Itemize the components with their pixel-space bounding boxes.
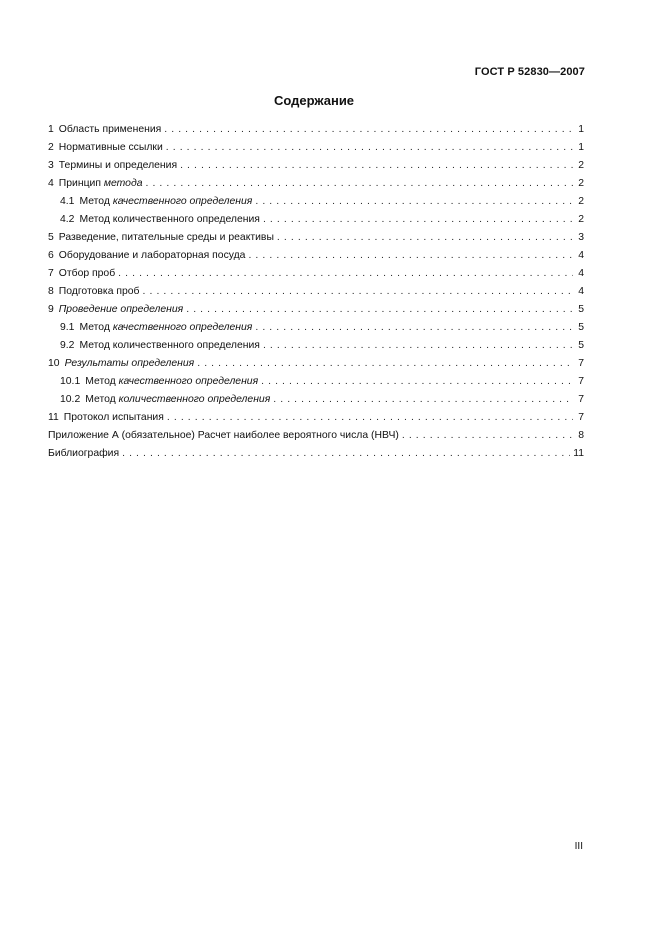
toc-entry-label	[65, 355, 195, 373]
dot-leader	[180, 157, 573, 175]
toc-entry-number: 8	[48, 286, 54, 297]
dot-leader	[263, 337, 573, 355]
dot-leader	[186, 301, 573, 319]
toc-entry-page: 4	[578, 286, 584, 297]
toc-entry-label-text: Метод количественного определения	[79, 340, 260, 351]
toc-entry-label	[48, 427, 399, 445]
toc-entry-label	[79, 193, 252, 211]
toc-entry-page: 11	[573, 448, 584, 459]
toc-entry[interactable]	[48, 301, 584, 319]
toc-entry-page: 8	[578, 430, 584, 441]
toc-entry-label	[59, 301, 183, 319]
dot-leader	[167, 409, 573, 427]
toc-entry-number: 9.2	[60, 340, 75, 351]
dot-leader	[164, 121, 573, 139]
toc-entry-label	[59, 265, 115, 283]
toc-entry-page: 2	[578, 160, 584, 171]
toc-entry-page: 5	[578, 322, 584, 333]
dot-leader	[255, 193, 573, 211]
toc-entry-label-italic: Проведение определения	[58, 304, 184, 315]
toc-entry-label-text: Метод	[79, 322, 113, 333]
dot-leader	[277, 229, 573, 247]
toc-entry-page: 7	[578, 394, 584, 405]
toc-entry-label	[79, 211, 259, 229]
toc-entry-label	[59, 247, 246, 265]
toc-entry-page: 7	[578, 376, 584, 387]
toc-entry-label	[64, 409, 164, 427]
toc-entry-label-italic: количественного определения	[118, 394, 271, 405]
toc-entry-label-text: Приложение А (обязательное) Расчет наиболее вероятного числа (НВЧ)	[48, 430, 399, 441]
toc-entry[interactable]	[48, 373, 584, 391]
toc-entry-label-text: Разведение, питательные среды и реактивы	[58, 232, 274, 243]
toc-entry-label-italic: метода	[103, 178, 143, 189]
table-of-contents	[48, 121, 584, 463]
toc-entry-page: 4	[578, 268, 584, 279]
toc-entry-page: 5	[578, 304, 584, 315]
toc-entry-number: 10.1	[60, 376, 81, 387]
toc-entry[interactable]	[48, 121, 584, 139]
toc-entry[interactable]	[48, 445, 584, 463]
toc-entry-label-italic: качественного определения	[112, 322, 253, 333]
toc-entry-number: 4.1	[60, 196, 75, 207]
toc-entry-number: 4.2	[60, 214, 75, 225]
dot-leader	[122, 445, 570, 463]
toc-entry-label-text: Оборудование и лабораторная посуда	[58, 250, 246, 261]
dot-leader	[166, 139, 573, 157]
toc-entry-label	[59, 175, 143, 193]
dot-leader	[255, 319, 573, 337]
toc-entry-number: 9.1	[60, 322, 75, 333]
dot-leader	[248, 247, 573, 265]
toc-entry-label	[59, 139, 163, 157]
dot-leader	[263, 211, 573, 229]
toc-entry-number: 1	[48, 124, 54, 135]
dot-leader	[143, 283, 574, 301]
toc-entry-number: 2	[48, 142, 54, 153]
toc-entry-label-text: Метод количественного определения	[79, 214, 260, 225]
toc-entry-label-text: Принцип	[58, 178, 104, 189]
toc-entry[interactable]	[48, 157, 584, 175]
toc-entry[interactable]	[48, 355, 584, 373]
toc-entry[interactable]	[48, 139, 584, 157]
toc-entry-page: 4	[578, 250, 584, 261]
toc-entry-number: 4	[48, 178, 54, 189]
toc-entry-label-italic: Результаты определения	[64, 358, 195, 369]
toc-entry-label-italic: качественного определения	[118, 376, 259, 387]
dot-leader	[145, 175, 573, 193]
toc-entry-label-text: Отбор проб	[58, 268, 116, 279]
toc-entry-number: 9	[48, 304, 54, 315]
dot-leader	[261, 373, 573, 391]
toc-entry-page: 5	[578, 340, 584, 351]
toc-entry-label-text: Библиография	[48, 448, 120, 459]
toc-entry-label-text: Термины и определения	[58, 160, 178, 171]
toc-entry[interactable]	[48, 427, 584, 445]
toc-entry-label	[79, 337, 259, 355]
dot-leader	[273, 391, 573, 409]
toc-entry-page: 2	[578, 214, 584, 225]
toc-entry[interactable]	[48, 247, 584, 265]
toc-entry-page: 1	[578, 142, 584, 153]
toc-entry-label-text: Нормативные ссылки	[58, 142, 163, 153]
toc-entry-label	[85, 373, 258, 391]
toc-entry-number: 6	[48, 250, 54, 261]
toc-entry-label-italic: качественного определения	[112, 196, 253, 207]
toc-entry[interactable]	[48, 229, 584, 247]
toc-entry-label	[48, 445, 119, 463]
toc-entry-label	[85, 391, 270, 409]
toc-entry-page: 3	[578, 232, 584, 243]
toc-entry[interactable]	[48, 211, 584, 229]
toc-entry[interactable]	[48, 391, 584, 409]
toc-entry[interactable]	[48, 337, 584, 355]
toc-entry[interactable]	[48, 409, 584, 427]
toc-entry-label-text: Метод	[79, 196, 113, 207]
dot-leader	[402, 427, 573, 445]
toc-entry-label	[59, 121, 161, 139]
dot-leader	[197, 355, 573, 373]
toc-entry-number: 3	[48, 160, 54, 171]
toc-entry-label	[59, 283, 140, 301]
toc-entry-page: 7	[578, 412, 584, 423]
toc-entry-page: 7	[578, 358, 584, 369]
toc-entry[interactable]	[48, 265, 584, 283]
page-number: III	[574, 841, 583, 852]
toc-entry[interactable]	[48, 193, 584, 211]
toc-entry[interactable]	[48, 319, 584, 337]
toc-entry-label-text: Метод	[85, 376, 119, 387]
toc-entry-label	[59, 157, 177, 175]
toc-entry[interactable]	[48, 175, 584, 193]
document-number: ГОСТ Р 52830—2007	[474, 66, 585, 78]
toc-entry-number: 7	[48, 268, 54, 279]
toc-entry-page: 1	[578, 124, 584, 135]
dot-leader	[118, 265, 573, 283]
toc-title: Содержание	[273, 93, 355, 108]
toc-entry-number: 5	[48, 232, 54, 243]
toc-entry-label-text: Протокол испытания	[63, 412, 164, 423]
toc-entry-label-text: Подготовка проб	[58, 286, 140, 297]
toc-entry-page: 2	[578, 178, 584, 189]
toc-entry-number: 10.2	[60, 394, 81, 405]
toc-entry[interactable]	[48, 283, 584, 301]
toc-entry-page: 2	[578, 196, 584, 207]
toc-entry-number: 11	[48, 412, 59, 423]
toc-entry-label-text: Метод	[85, 394, 119, 405]
toc-entry-label-text: Область применения	[58, 124, 162, 135]
toc-entry-label	[79, 319, 252, 337]
toc-entry-label	[59, 229, 274, 247]
toc-entry-number: 10	[48, 358, 60, 369]
